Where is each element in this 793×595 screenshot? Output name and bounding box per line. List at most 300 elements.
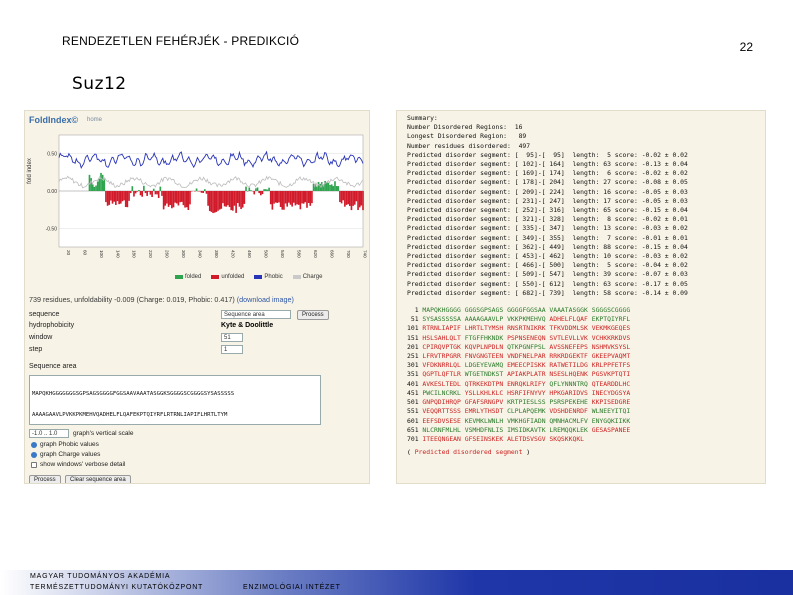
sequence-row-number: 401 (407, 379, 419, 388)
disordered-segment: GKEEPVAQMT (591, 352, 631, 361)
disordered-segment: RATWETILDG (549, 361, 592, 370)
unfolded-bar (244, 191, 246, 204)
unfolded-bar (123, 191, 125, 200)
sequence-row-number: 451 (407, 388, 419, 397)
ordered-segment: NLCRNFMLHL (422, 425, 465, 434)
ordered-segment: VSMHDFNLIS (464, 425, 508, 434)
y-tick-label: -0.50 (45, 226, 57, 233)
folded-bar (255, 188, 257, 191)
folded-bar (263, 189, 265, 191)
x-tick-label: 420 (230, 250, 236, 258)
unfolded-bar (300, 191, 302, 209)
x-tick-label: 220 (148, 250, 154, 258)
unfolded-bar (232, 191, 234, 211)
legend-item-folded (175, 274, 201, 280)
folded-bar (334, 181, 336, 191)
ordered-segment: CLPLAPQEMK (507, 407, 550, 416)
unfolded-bar (135, 191, 137, 193)
unfolded-bar (222, 191, 224, 203)
unfolded-bar (117, 191, 119, 201)
unfolded-bar (361, 191, 363, 206)
x-tick-label: 620 (312, 250, 318, 258)
x-tick-label: 260 (164, 249, 170, 258)
unfolded-bar (169, 191, 171, 205)
sequence-row (407, 407, 765, 416)
check-verbose-row[interactable] (31, 461, 125, 468)
footer-research-centre: TERMÉSZETTUDOMÁNYI KUTATÓKÖZPONT (30, 584, 204, 591)
folded-bar (103, 179, 105, 191)
ordered-segment: PWCILNCRKL (422, 388, 465, 397)
unfolded-bar (125, 191, 127, 207)
sequence-row-number: 251 (407, 352, 419, 361)
unfolded-bar (224, 191, 226, 206)
disordered-segment: HSRFIFNYVY (507, 388, 550, 397)
folded-bar (153, 189, 155, 191)
unfolded-bar (311, 191, 313, 203)
folded-bar (143, 186, 145, 191)
unfolded-bar (214, 191, 216, 213)
seq-line: AAAAGAAVLPVKKPKMEHVQADHELFLQAFEKPTQIYRFLRTRNLIAPIFLHRTLTYM (32, 412, 228, 418)
unfolded-bar (293, 191, 295, 203)
unfolded-bar (206, 191, 208, 194)
folded-bar (204, 189, 206, 191)
sequence-row-number: 501 (407, 398, 419, 407)
slide-subtitle: Suz12 (72, 74, 127, 94)
unfolded-bar (211, 191, 213, 212)
unfolded-bar (341, 191, 343, 203)
unfolded-bar (280, 191, 282, 207)
x-tick-label: 140 (115, 250, 121, 258)
check-phobic-label: graph Phobic values (40, 441, 99, 448)
unfolded-bar (184, 191, 186, 208)
ordered-segment: QFLYNNNTRQ (549, 379, 592, 388)
unfolded-bar (148, 191, 150, 192)
unfolded-bar (309, 191, 311, 206)
disordered-segment: AVKESLTEDL (422, 379, 465, 388)
disordered-segment: INECYDGSYA (591, 388, 631, 397)
summary-line: Predicted disorder segment: [ 335]-[ 347] length: 13 score: -0.03 ± 0.02 (407, 224, 688, 233)
unfolded-bar (344, 191, 346, 207)
summary-line: Predicted disorder segment: [ 466]-[ 500] length: 5 score: -0.04 ± 0.02 (407, 261, 688, 270)
unfolded-bar (273, 191, 275, 204)
disordered-segment: KQVPLNPDLN (464, 342, 508, 351)
unfolded-bar (171, 191, 173, 208)
x-tick-label: 380 (214, 250, 220, 258)
summary-line: Predicted disorder segment: [ 321]-[ 328] length: 8 score: -0.02 ± 0.01 (407, 215, 688, 224)
folded-bar (94, 187, 96, 191)
x-tick-label: 60 (82, 250, 88, 256)
legend-swatch (175, 275, 183, 279)
unfolded-bar (141, 191, 143, 197)
unfolded-bar (110, 191, 112, 201)
summary-line: Predicted disorder segment: [ 509]-[ 547] length: 39 score: -0.07 ± 0.03 (407, 270, 688, 279)
unfolded-bar (227, 191, 229, 205)
unfolded-bar (186, 191, 188, 207)
summary-line: Number residues disordered: 497 (407, 141, 531, 150)
ordered-segment: LREMQQKLEK (549, 425, 592, 434)
x-tick-label: 460 (247, 250, 253, 258)
unfolded-bar (281, 191, 283, 210)
check-charge-label: graph Charge values (40, 451, 101, 458)
unfolded-bar (339, 191, 341, 202)
ordered-segment: ENYGQKIIKK (591, 416, 631, 425)
x-tick-label: 660 (329, 250, 335, 258)
x-tick-label: 580 (296, 250, 302, 258)
ordered-segment: FTGFFHKNDK (464, 333, 508, 342)
unfolded-bar (305, 191, 307, 202)
ordered-segment: QMNHACMLFV (549, 416, 592, 425)
unfolded-bar (158, 191, 160, 198)
sequence-row (407, 315, 765, 324)
summary-line: Predicted disorder segment: [ 102]-[ 164] length: 63 score: -0.13 ± 0.04 (407, 160, 688, 169)
process-button-top[interactable]: Process (297, 310, 329, 320)
disordered-segment: ITEEQNGEAN (422, 434, 465, 443)
disordered-segment: RRKRDGEKTF (549, 352, 592, 361)
sequence-row (407, 343, 765, 352)
legend-swatch (211, 275, 219, 279)
sequence-row (407, 398, 765, 407)
disordered-segment: ALETDSVSGV (507, 434, 550, 443)
unfolded-bar (272, 191, 274, 210)
disordered-segment: VNDFNELPAR (507, 352, 550, 361)
unfolded-bar (178, 191, 180, 205)
unfolded-bar (286, 191, 288, 207)
foldindex-logo: FoldIndex© (29, 115, 79, 125)
folded-bar (248, 188, 250, 191)
sequence-row (407, 361, 765, 370)
disordered-segment: GESASPANEE (591, 425, 631, 434)
folded-bar (245, 187, 247, 191)
check-charge-box[interactable] (31, 452, 37, 458)
unfolded-bar (188, 191, 190, 210)
sequence-row-number: 651 (407, 425, 419, 434)
clear-sequence-button[interactable]: Clear sequence area (65, 475, 131, 484)
folded-bar (268, 188, 270, 191)
sequence-row (407, 352, 765, 361)
vertical-scale-label: graph's vertical scale (73, 430, 134, 437)
unfolded-bar (108, 191, 110, 205)
disorder-summary-panel (396, 110, 766, 484)
folded-bar (131, 186, 133, 191)
disordered-segment: EMEECPISKK (507, 361, 550, 370)
unfolded-bar (168, 191, 170, 207)
sequence-row-number: 551 (407, 407, 419, 416)
unfolded-bar (283, 191, 285, 210)
sequence-area-label: Sequence area (29, 363, 77, 370)
folded-bar (90, 178, 92, 191)
disordered-segment: CPIRQVPTGK (422, 342, 465, 351)
disordered-segment: HPKGARIDVS (549, 388, 592, 397)
x-tick-label: 500 (263, 250, 269, 258)
folded-bar (102, 175, 104, 191)
disordered-segment: QGPTLQFTLR (422, 370, 465, 379)
disordered-segment: PGSVKPTQTI (591, 370, 631, 379)
sequence-row-number: 201 (407, 342, 419, 351)
summary-line: Predicted disorder segment: [ 178]-[ 204] length: 27 score: -0.08 ± 0.05 (407, 178, 688, 187)
ordered-segment: EKPTQIYRFL (591, 315, 631, 324)
unfolded-bar (176, 191, 178, 203)
summary-line: Longest Disordered Region: 89 (407, 132, 527, 141)
colored-sequence-block (407, 306, 765, 444)
download-image-link[interactable]: (download image) (236, 295, 294, 304)
summary-line: Predicted disorder segment: [ 453]-[ 462] length: 10 score: -0.03 ± 0.02 (407, 252, 688, 261)
hydrophobicity-value: Kyte & Doolittle (221, 322, 274, 329)
disordered-segment: NSHMVKSYSL (591, 342, 631, 351)
summary-line: Predicted disorder segment: [ 550]-[ 612] length: 63 score: -0.17 ± 0.05 (407, 279, 688, 288)
unfolded-bar (219, 191, 221, 210)
legend-item-charge (293, 274, 323, 280)
process-button-bottom[interactable]: Process (29, 475, 61, 484)
unfolded-bar (128, 191, 130, 201)
folded-bar (97, 182, 99, 191)
ordered-segment: VMKHGFIADN (507, 416, 550, 425)
unfolded-bar (229, 191, 231, 207)
ordered-segment: WTGETNDKST (464, 370, 508, 379)
disordered-segment: GNPQDIHRQP (422, 398, 465, 407)
legend-swatch (293, 275, 301, 279)
unfolded-bar (351, 191, 353, 210)
disordered-segment: AVSSNEFEPS (549, 342, 592, 351)
disordered-segment: VDSHDENRDF (549, 407, 592, 416)
unfolded-bar (290, 191, 292, 205)
unfolded-bar (146, 191, 148, 196)
foldindex-chart (25, 127, 370, 285)
disordered-segment: KKPISEDGRE (591, 398, 631, 407)
sequence-row (407, 370, 765, 379)
x-tick-label: 740 (362, 250, 368, 258)
disordered-segment: QTRKEKDTPN (464, 379, 508, 388)
disordered-segment: RTRNLIAPIF (422, 324, 465, 333)
unfolded-bar (174, 191, 176, 203)
folded-bar (265, 189, 267, 191)
disordered-segment: EEFSDVSESE (422, 416, 465, 425)
chart-x-ticks (66, 250, 368, 258)
sequence-select[interactable]: Sequence area (221, 310, 291, 319)
disordered-segment: PSPNSENEQN (507, 333, 550, 342)
legend-label: unfolded (221, 274, 245, 280)
check-phobic-box[interactable] (31, 442, 37, 448)
unfolded-bar (209, 191, 211, 211)
seq-line: MAPQKHGGGGGGGSGPSAGSGGGGFGGSAAVAAATASGGKSGGGGSCGGGGSYSASSSSS (32, 391, 235, 397)
sequence-row-number: 1 (407, 306, 419, 315)
window-label: window (29, 334, 53, 341)
unfolded-bar (115, 191, 117, 205)
summary-line: Number Disordered Regions: 16 (407, 123, 523, 132)
unfolded-bar (133, 191, 135, 197)
sequence-row (407, 380, 765, 389)
x-tick-label: 540 (280, 250, 286, 258)
check-charge-row[interactable] (31, 451, 100, 458)
x-tick-label: 180 (131, 250, 137, 258)
vertical-scale-select[interactable]: -1.0 .. 1.0 (29, 429, 69, 438)
chart-y-ticks (46, 152, 58, 233)
unfolded-bar (220, 191, 222, 209)
unfolded-bar (173, 191, 175, 207)
folded-bar (99, 179, 101, 191)
unfolded-bar (357, 191, 359, 210)
summary-line: Predicted disorder segment: [ 349]-[ 355] length: 7 score: -0.01 ± 0.01 (407, 233, 688, 242)
ordered-segment: GGGGFGGSAA (507, 306, 550, 315)
disordered-segment: NSESLHQENK (549, 370, 592, 379)
disordered-segment: SVTLEVLLVK (549, 333, 592, 342)
summary-line: Predicted disorder segment: [ 231]-[ 247] length: 17 score: -0.05 ± 0.03 (407, 196, 688, 205)
sequence-row (407, 306, 765, 315)
stats-text: 739 residues, unfoldability -0.009 (Charge: 0.019, Phobic: 0.417) (29, 295, 235, 304)
unfolded-bar (145, 191, 147, 193)
sequence-row (407, 426, 765, 435)
disordered-segment: VFDKNRRLQL (422, 361, 465, 370)
unfolded-bar (118, 191, 120, 204)
foldindex-screenshot (24, 110, 370, 484)
ordered-segment: PSRSPEKEHE (549, 398, 592, 407)
sequence-row-number: 701 (407, 434, 419, 443)
hydrophobicity-label: hydrophobicity (29, 322, 75, 329)
disordered-segment: ENRQKLRIFY (507, 379, 550, 388)
unfolded-bar (308, 191, 310, 203)
unfolded-bar (164, 191, 166, 206)
legend-label: folded (185, 274, 202, 280)
unfolded-bar (113, 191, 115, 202)
disordered-segment: SKQSKKQKL (549, 434, 585, 443)
summary-lines (407, 114, 765, 298)
slide-title: RENDEZETLEN FEHÉRJÉK - PREDIKCIÓ (62, 34, 300, 48)
ordered-segment: KRTPIESLSS (507, 398, 550, 407)
unfolded-bar (285, 191, 287, 204)
x-tick-label: 20 (65, 250, 71, 256)
ordered-segment: SYSASSSSSA (422, 315, 465, 324)
ordered-segment: SGGGSCGGGG (591, 306, 631, 315)
footer-institute: ENZIMOLÓGIAI INTÉZET (243, 584, 341, 591)
unfolded-bar (120, 191, 122, 204)
ordered-segment: IMSIDKAVTK (507, 425, 550, 434)
unfolded-bar (140, 191, 142, 195)
sequence-textarea[interactable] (29, 375, 321, 425)
folded-bar (336, 186, 338, 191)
folded-bar (318, 182, 320, 191)
unfolded-bar (166, 191, 168, 204)
unfolded-bar (346, 191, 348, 205)
check-verbose-label: show windows' verbose detail (40, 461, 126, 468)
unfolded-bar (156, 191, 158, 194)
disordered-segment: GFAFSRNGPV (464, 398, 508, 407)
unfolded-bar (258, 191, 260, 193)
disordered-segment: HSLSAHLQLT (422, 333, 465, 342)
folded-bar (328, 183, 330, 191)
disordered-segment: RNSRTNIKRK (507, 324, 550, 333)
unfolded-bar (181, 191, 183, 202)
x-tick-label: 700 (345, 250, 351, 258)
ordered-segment: VAAATASGGK (549, 306, 592, 315)
step-input[interactable]: 1 (221, 345, 243, 354)
disordered-segment: EMRLYTHSDT (464, 407, 508, 416)
disordered-segment: LHRTLTYMSH (464, 324, 508, 333)
check-phobic-row[interactable] (31, 441, 99, 448)
disordered-segment: VCHKKRKDVS (591, 333, 631, 342)
unfolded-bar (260, 191, 262, 195)
summary-heading: Summary: (407, 114, 438, 122)
legend-swatch (254, 275, 262, 279)
window-input[interactable]: 51 (221, 333, 243, 342)
legend-disordered-label: Predicted disordered segment (414, 448, 523, 457)
unfolded-bar (217, 191, 219, 211)
unfolded-bar (296, 191, 298, 204)
unfolded-bar (163, 191, 165, 209)
unfolded-bar (349, 191, 351, 206)
disordered-segment: LFRVTRPGRR (422, 352, 465, 361)
disordered-segment: TFKVDDMLSK (549, 324, 592, 333)
unfolded-bar (201, 191, 203, 193)
ordered-segment: LDGEYEVAMQ (464, 361, 508, 370)
unfolded-bar (352, 191, 354, 206)
unfolded-bar (359, 191, 361, 207)
folded-bar (160, 187, 162, 191)
sequence-row-number: 101 (407, 324, 419, 333)
unfolded-bar (298, 191, 300, 205)
disordered-segment: ADHELFLQAF (549, 315, 592, 324)
unfolded-bar (239, 191, 241, 207)
disordered-segment: QTEARDDLHC (591, 379, 631, 388)
disordered-segment: FNVGNGTEEN (464, 352, 508, 361)
unfolded-bar (155, 191, 157, 194)
x-tick-label: 100 (98, 250, 104, 258)
unfolded-bar (347, 191, 349, 204)
legend-item-phobic (254, 274, 282, 280)
unfolded-bar (356, 191, 358, 201)
unfolded-bar (207, 191, 209, 206)
unfolded-bar (189, 191, 191, 204)
unfolded-bar (242, 191, 244, 208)
disordered-segment: VEKMKGEQES (591, 324, 631, 333)
ordered-segment: MAPQKHGGGG (422, 306, 465, 315)
ordered-segment: VKKPKMEHVQ (507, 315, 550, 324)
chart-ylabel: fold index (27, 158, 33, 184)
unfolded-bar (235, 191, 237, 213)
ordered-segment: QTKPGNFPSL (507, 342, 550, 351)
legend-label: Charge (302, 274, 323, 280)
unfolded-bar (278, 191, 280, 202)
unfolded-bar (253, 191, 255, 194)
ordered-segment: GGGSGPSAGS (464, 306, 508, 315)
unfolded-bar (354, 191, 356, 205)
summary-line: Predicted disorder segment: [ 682]-[ 739] length: 58 score: -0.14 ± 0.09 (407, 288, 688, 297)
sequence-label: sequence (29, 311, 60, 318)
unfolded-bar (107, 191, 109, 206)
unfolded-bar (262, 191, 264, 194)
unfolded-bar (225, 191, 227, 207)
foldindex-home-link[interactable]: home (87, 117, 103, 123)
unfolded-bar (179, 191, 181, 202)
legend-open: ( (407, 448, 415, 457)
sequence-row-number: 601 (407, 416, 419, 425)
unfolded-bar (303, 191, 305, 204)
unfolded-bar (105, 191, 107, 202)
unfolded-bar (291, 191, 293, 207)
disordered-segment: VEQQRTTSSS (422, 407, 465, 416)
check-verbose-box[interactable] (31, 462, 37, 468)
sequence-row (407, 324, 765, 333)
folded-bar (257, 187, 259, 191)
sequence-row (407, 417, 765, 426)
unfolded-bar (130, 191, 132, 193)
unfolded-bar (276, 191, 278, 203)
summary-line: Predicted disorder segment: [ 362]-[ 449] length: 88 score: -0.15 ± 0.04 (407, 242, 688, 251)
unfolded-bar (150, 191, 152, 195)
chart-legend (175, 274, 322, 280)
disordered-segment: KRLPPFETFS (591, 361, 631, 370)
folded-bar (331, 184, 333, 191)
sequence-row-number: 351 (407, 370, 419, 379)
step-label: step (29, 346, 43, 353)
